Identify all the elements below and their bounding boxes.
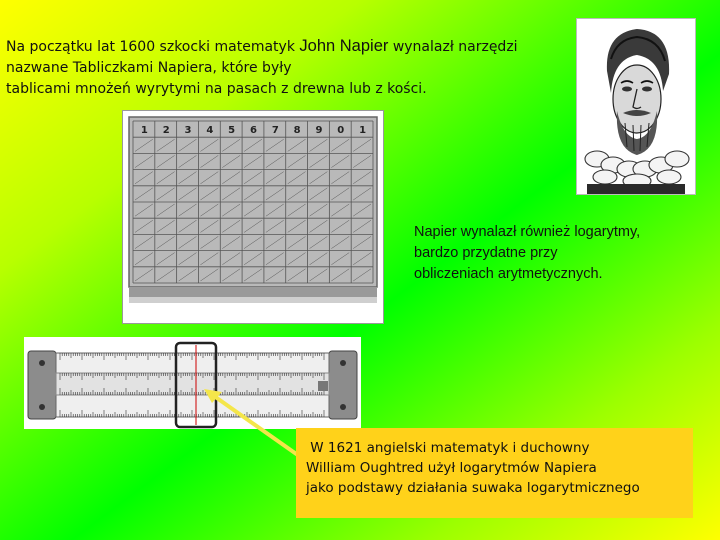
slide-rule-drawing — [24, 337, 361, 429]
logarithms-note-line-2: bardzo przydatne przy — [414, 245, 558, 261]
oughtred-note-line-3: jako podstawy działania suwaka logarytmicznego — [306, 480, 640, 496]
napier-bones-drawing — [123, 111, 383, 323]
oughtred-note-line-2: William Oughtred użył logarytmów Napiera — [306, 460, 597, 476]
intro-line-1 — [6, 36, 586, 58]
intro-line-2: nazwane Tabliczkami Napiera, które były — [6, 60, 292, 76]
bone-header-digit: 4 — [206, 125, 214, 137]
slide-rule-image — [24, 337, 361, 429]
bone-header-digit: 8 — [293, 125, 301, 137]
bone-header-digit: 2 — [162, 125, 170, 137]
bone-header-digit: 9 — [315, 125, 323, 137]
bone-header-digit: 6 — [250, 125, 257, 137]
logarithms-note-line-3: obliczeniach arytmetycznych. — [414, 266, 603, 282]
bone-header-digit: 1 — [359, 125, 367, 137]
intro-text-part2: wynalazł narzędzi — [388, 39, 518, 55]
bone-header-digit: 1 — [140, 125, 148, 137]
intro-text-part1: Na początku lat 1600 szkocki matematyk — [6, 39, 300, 55]
napier-portrait-image — [576, 18, 696, 195]
logarithms-note — [414, 222, 714, 285]
oughtred-note — [296, 428, 693, 518]
napier-bones-image — [122, 110, 384, 324]
bone-header-digit: 7 — [271, 125, 279, 137]
oughtred-note-line-1: W 1621 angielski matematyk i duchowny — [306, 440, 590, 456]
intro-text — [6, 36, 586, 100]
napier-name: John Napier — [299, 37, 389, 55]
bone-header-digit: 0 — [337, 125, 345, 137]
bone-header-digit: 3 — [184, 125, 192, 137]
bone-header-digit: 5 — [228, 125, 236, 137]
logarithms-note-line-1: Napier wynalazł również logarytmy, — [414, 224, 641, 240]
intro-line-3: tablicami mnożeń wyrytymi na pasach z drewna lub z kości. — [6, 81, 427, 97]
portrait-drawing — [577, 19, 695, 194]
